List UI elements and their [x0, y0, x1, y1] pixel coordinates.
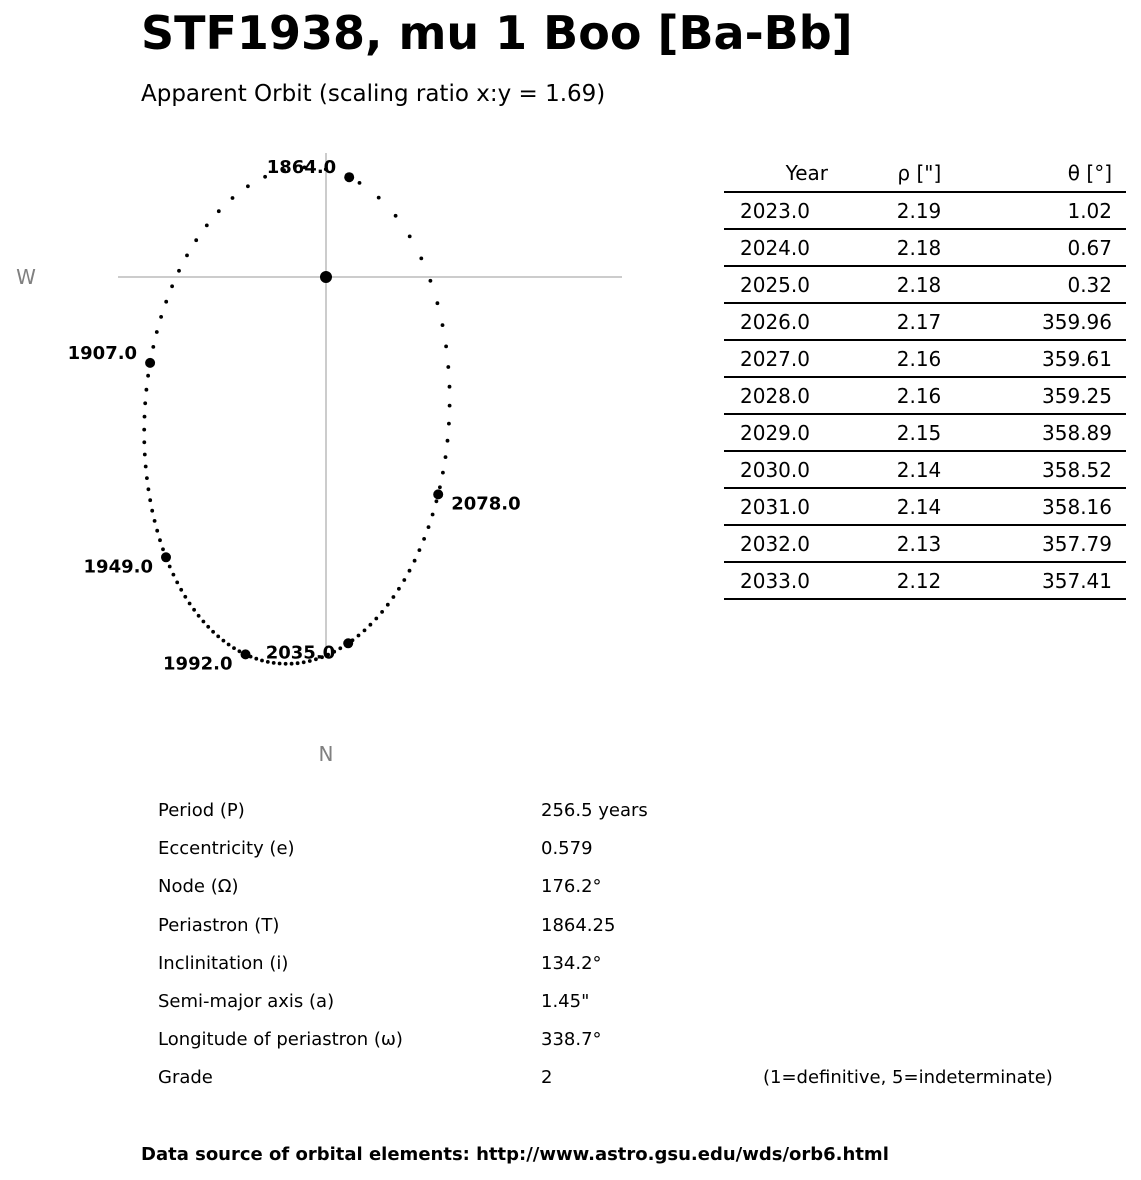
cell-rho: 2.15: [828, 414, 955, 451]
cell-theta: 0.32: [955, 266, 1126, 303]
data-source-note: Data source of orbital elements: http://www.astro.gsu.edu/wds/orb6.html: [141, 1144, 889, 1165]
orbit-point: [194, 238, 198, 242]
orbit-point: [142, 428, 146, 432]
orbit-point: [444, 455, 448, 459]
orbit-point: [197, 614, 201, 618]
orbit-point: [374, 617, 378, 621]
epoch-label: 2035.0: [265, 642, 336, 664]
orbit-point: [192, 608, 196, 612]
table-row: [724, 451, 1126, 488]
orbit-point: [227, 643, 231, 647]
cell-theta: 358.89: [955, 414, 1126, 451]
table-row: [724, 266, 1126, 303]
cell-theta: 358.52: [955, 451, 1126, 488]
orbit-point: [183, 595, 187, 599]
cell-theta: 0.67: [955, 229, 1126, 266]
orbit-point: [408, 235, 412, 239]
orbit-point: [238, 649, 242, 653]
element-label: Grade: [158, 1067, 213, 1089]
orbit-point: [397, 587, 401, 591]
primary-star-marker: [321, 272, 332, 283]
orbit-point: [369, 623, 373, 627]
cell-theta: 357.79: [955, 525, 1126, 562]
col-header-rho: ρ ["]: [828, 155, 955, 192]
orbit-point: [413, 559, 417, 563]
cell-theta: 359.61: [955, 340, 1126, 377]
cell-theta: 358.16: [955, 488, 1126, 525]
epoch-marker: [241, 649, 251, 659]
table-row: [724, 303, 1126, 340]
orbit-point: [145, 476, 149, 480]
chart-title: STF1938, mu 1 Boo [Ba-Bb]: [141, 6, 853, 60]
orbit-point: [145, 388, 149, 392]
ephemeris-table: [724, 155, 1126, 600]
orbit-point: [158, 538, 162, 542]
orbit-point: [143, 453, 147, 457]
orbit-point: [153, 519, 157, 523]
orbit-plot: [0, 140, 700, 780]
orbit-point: [185, 254, 189, 258]
orbit-point: [175, 581, 179, 585]
element-value: 134.2°: [541, 952, 602, 974]
orbit-point: [386, 603, 390, 607]
orbit-point: [363, 629, 367, 633]
compass-west-label: W: [16, 265, 36, 289]
table-row: [724, 192, 1126, 229]
epoch-marker: [433, 489, 443, 499]
epoch-label: 1907.0: [67, 342, 138, 364]
cell-year: 2031.0: [724, 488, 828, 525]
orbit-point: [446, 365, 450, 369]
element-value: 2: [541, 1067, 553, 1089]
orbit-point: [408, 569, 412, 573]
orbit-point: [419, 257, 423, 261]
orbit-point: [358, 181, 362, 185]
orbit-point: [147, 487, 151, 491]
col-header-year: Year: [724, 155, 828, 192]
orbit-point: [146, 374, 150, 378]
cell-theta: 359.25: [955, 377, 1126, 414]
orbit-point: [150, 509, 154, 513]
orbit-point: [436, 301, 440, 305]
cell-year: 2033.0: [724, 562, 828, 599]
epoch-marker: [344, 172, 354, 182]
epoch-marker: [343, 638, 353, 648]
epoch-label: 2078.0: [451, 493, 521, 515]
orbit-point: [148, 498, 152, 502]
cell-rho: 2.18: [828, 266, 955, 303]
orbit-point: [151, 345, 155, 349]
orbit-point: [217, 209, 221, 213]
orbit-point: [427, 525, 431, 529]
orbit-point: [205, 224, 209, 228]
cell-rho: 2.12: [828, 562, 955, 599]
orbit-point: [159, 315, 163, 319]
element-value: 1864.25: [541, 914, 616, 936]
orbit-point: [168, 565, 172, 569]
epoch-label: 1949.0: [83, 556, 153, 578]
orbit-point: [441, 323, 445, 327]
col-header-theta: θ [°]: [955, 155, 1126, 192]
orbit-point: [232, 646, 236, 650]
orbit-point: [211, 630, 215, 634]
orbit-point: [422, 537, 426, 541]
orbit-point: [164, 300, 168, 304]
cell-year: 2025.0: [724, 266, 828, 303]
cell-rho: 2.14: [828, 488, 955, 525]
table-row: [724, 377, 1126, 414]
orbit-point: [246, 184, 250, 188]
orbit-point: [446, 439, 450, 443]
orbit-point: [177, 269, 181, 273]
epoch-label: 1864.0: [266, 157, 337, 179]
orbit-point: [380, 610, 384, 614]
orbit-point: [448, 404, 452, 408]
cell-theta: 1.02: [955, 192, 1126, 229]
orbit-point: [447, 422, 451, 426]
table-header-row: [724, 155, 1126, 192]
element-value: 1.45": [541, 990, 590, 1012]
orbit-point: [438, 485, 442, 489]
table-row: [724, 562, 1126, 599]
orbit-point: [444, 345, 448, 349]
element-label: Inclinitation (i): [158, 952, 289, 974]
orbit-point: [448, 385, 452, 389]
element-value: 176.2°: [541, 876, 602, 898]
orbit-point: [402, 578, 406, 582]
orbit-point: [231, 196, 235, 200]
compass-north-label: N: [318, 742, 334, 766]
orbit-point: [222, 639, 226, 643]
element-value: 338.7°: [541, 1029, 602, 1051]
cell-rho: 2.19: [828, 192, 955, 229]
orbit-point: [394, 214, 398, 218]
element-label: Longitude of periastron (ω): [158, 1029, 403, 1051]
cell-year: 2023.0: [724, 192, 828, 229]
orbit-point: [161, 547, 165, 551]
cell-year: 2026.0: [724, 303, 828, 340]
orbit-point: [155, 330, 159, 334]
element-note: (1=definitive, 5=indeterminate): [763, 1067, 1053, 1089]
cell-year: 2027.0: [724, 340, 828, 377]
orbit-point: [260, 659, 264, 663]
orbit-point: [254, 657, 258, 661]
orbit-point: [418, 548, 422, 552]
table-row: [724, 229, 1126, 266]
orbit-point: [188, 602, 192, 606]
orbit-point: [338, 646, 342, 650]
element-label: Eccentricity (e): [158, 838, 295, 860]
orbit-point: [431, 513, 435, 517]
element-label: Semi-major axis (a): [158, 990, 335, 1012]
orbit-point: [155, 529, 159, 533]
orbit-point: [202, 620, 206, 624]
orbit-point: [170, 284, 174, 288]
cell-rho: 2.14: [828, 451, 955, 488]
orbit-point: [206, 625, 210, 629]
epoch-marker: [161, 552, 171, 562]
cell-theta: 359.96: [955, 303, 1126, 340]
orbit-point: [179, 588, 183, 592]
orbit-point: [172, 573, 176, 577]
element-label: Periastron (T): [158, 914, 280, 936]
table-row: [724, 488, 1126, 525]
orbit-point: [357, 634, 361, 638]
cell-year: 2032.0: [724, 525, 828, 562]
orbit-point: [429, 279, 433, 283]
cell-year: 2024.0: [724, 229, 828, 266]
cell-year: 2028.0: [724, 377, 828, 414]
cell-year: 2029.0: [724, 414, 828, 451]
orbit-point: [142, 440, 146, 444]
orbit-point: [435, 499, 439, 503]
chart-subtitle: Apparent Orbit (scaling ratio x:y = 1.69): [141, 81, 606, 107]
cell-rho: 2.16: [828, 340, 955, 377]
cell-rho: 2.17: [828, 303, 955, 340]
orbit-point: [144, 465, 148, 469]
orbit-point: [143, 401, 147, 405]
cell-theta: 357.41: [955, 562, 1126, 599]
cell-rho: 2.13: [828, 525, 955, 562]
orbit-point: [216, 635, 220, 639]
element-value: 256.5 years: [541, 800, 648, 821]
cell-rho: 2.16: [828, 377, 955, 414]
orbit-point: [143, 415, 147, 419]
table-row: [724, 525, 1126, 562]
table-row: [724, 414, 1126, 451]
orbit-point: [377, 196, 381, 200]
epoch-marker: [145, 358, 155, 368]
element-label: Period (P): [158, 800, 245, 821]
cell-year: 2030.0: [724, 451, 828, 488]
table-row: [724, 340, 1126, 377]
orbit-point: [392, 595, 396, 599]
epoch-label: 1992.0: [163, 653, 233, 675]
orbit-point: [441, 471, 445, 475]
cell-rho: 2.18: [828, 229, 955, 266]
element-value: 0.579: [541, 838, 593, 860]
element-label: Node (Ω): [158, 876, 239, 898]
